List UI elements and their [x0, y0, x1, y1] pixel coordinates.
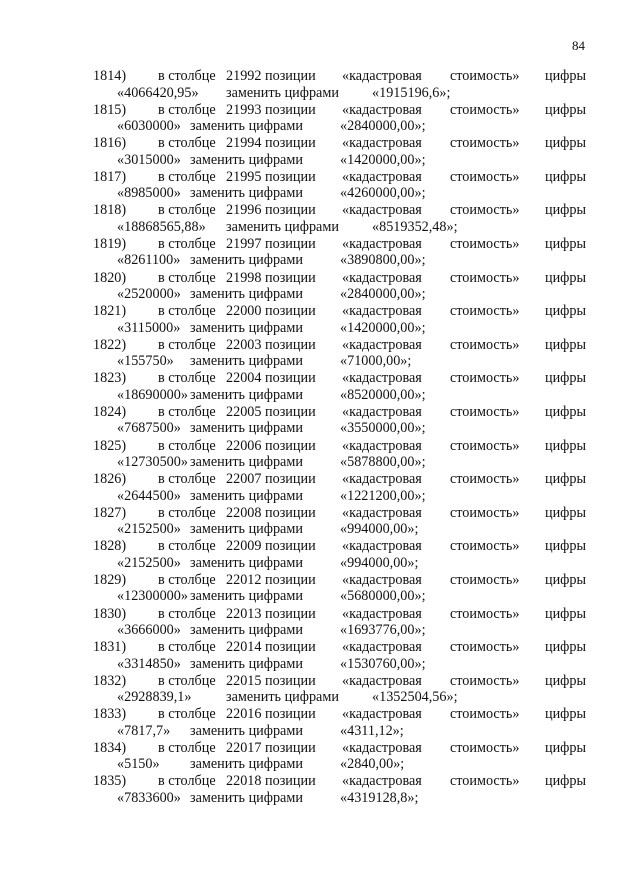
- replace-phrase: заменить цифрами: [190, 622, 303, 638]
- position-number: 22005 позиции: [226, 403, 316, 420]
- stoimost-word: стоимость»: [450, 101, 520, 118]
- stoimost-word: стоимость»: [450, 235, 520, 252]
- kadastr-word: «кадастровая: [342, 538, 422, 555]
- stoimost-word: стоимость»: [450, 68, 520, 84]
- amendment-entry: [0, 706, 640, 740]
- kadastr-word: «кадастровая: [342, 168, 422, 185]
- stoimost-word: стоимость»: [450, 303, 520, 320]
- old-value: «6030000»: [117, 118, 181, 135]
- position-number: 21992 позиции: [226, 68, 316, 84]
- old-value: «12300000»: [117, 588, 188, 605]
- stoimost-word: стоимость»: [450, 202, 520, 219]
- replace-phrase: заменить цифрами: [190, 588, 303, 605]
- column-phrase: в столбце: [158, 538, 216, 555]
- stoimost-word: стоимость»: [450, 639, 520, 656]
- position-number: 22009 позиции: [226, 538, 316, 555]
- stoimost-word: стоимость»: [450, 437, 520, 454]
- kadastr-word: «кадастровая: [342, 68, 422, 84]
- column-phrase: в столбце: [158, 235, 216, 252]
- new-value: «1915196,6»;: [372, 84, 451, 101]
- new-value: «1221200,00»;: [340, 487, 426, 504]
- new-value: «8520000,00»;: [340, 386, 426, 403]
- cifry-word: цифры: [545, 303, 587, 320]
- new-value: «1530760,00»;: [340, 655, 426, 672]
- position-number: 22015 позиции: [226, 672, 316, 689]
- replace-phrase: заменить цифрами: [190, 286, 303, 303]
- replace-phrase: заменить цифрами: [190, 521, 303, 538]
- column-phrase: в столбце: [158, 101, 216, 118]
- old-value: «7833600»: [117, 789, 181, 806]
- kadastr-word: «кадастровая: [342, 235, 422, 252]
- replace-phrase: заменить цифрами: [190, 118, 303, 135]
- kadastr-word: «кадастровая: [342, 135, 422, 152]
- old-value: «2644500»: [117, 487, 181, 504]
- entry-number: 1835): [93, 773, 127, 790]
- replace-phrase: заменить цифрами: [190, 420, 303, 437]
- new-value: «1420000,00»;: [340, 319, 426, 336]
- amendment-entry: [0, 68, 640, 102]
- amendment-entry: [0, 102, 640, 136]
- new-value: «5680000,00»;: [340, 588, 426, 605]
- kadastr-word: «кадастровая: [342, 336, 422, 353]
- old-value: «3666000»: [117, 622, 181, 638]
- cifry-word: цифры: [545, 135, 587, 152]
- stoimost-word: стоимость»: [450, 135, 520, 152]
- entry-number: 1823): [93, 370, 127, 387]
- replace-phrase: заменить цифрами: [190, 789, 303, 806]
- cifry-word: цифры: [545, 739, 587, 756]
- new-value: «8519352,48»;: [372, 218, 458, 235]
- position-number: 22006 позиции: [226, 437, 316, 454]
- amendment-entry: [0, 270, 640, 304]
- amendment-entry: [0, 370, 640, 404]
- stoimost-word: стоимость»: [450, 773, 520, 790]
- old-value: «2152500»: [117, 521, 181, 538]
- position-number: 22014 позиции: [226, 639, 316, 656]
- entry-number: 1819): [93, 235, 127, 252]
- amendment-entry: [0, 337, 640, 371]
- replace-phrase: заменить цифрами: [190, 185, 303, 202]
- amendment-entry: [0, 606, 640, 640]
- position-number: 22000 позиции: [226, 303, 316, 320]
- entry-number: 1826): [93, 471, 127, 488]
- kadastr-word: «кадастровая: [342, 504, 422, 521]
- new-value: «1693776,00»;: [340, 622, 426, 638]
- replace-phrase: заменить цифрами: [226, 689, 339, 706]
- entry-number: 1831): [93, 639, 127, 656]
- column-phrase: в столбце: [158, 269, 216, 286]
- column-phrase: в столбце: [158, 504, 216, 521]
- cifry-word: цифры: [545, 538, 587, 555]
- replace-phrase: заменить цифрами: [190, 756, 303, 773]
- column-phrase: в столбце: [158, 739, 216, 756]
- stoimost-word: стоимость»: [450, 269, 520, 286]
- old-value: «155750»: [117, 353, 174, 370]
- kadastr-word: «кадастровая: [342, 605, 422, 622]
- amendment-entry: [0, 135, 640, 169]
- new-value: «1420000,00»;: [340, 151, 426, 168]
- kadastr-word: «кадастровая: [342, 471, 422, 488]
- position-number: 22017 позиции: [226, 739, 316, 756]
- cifry-word: цифры: [545, 437, 587, 454]
- old-value: «18868565,88»: [117, 218, 206, 235]
- stoimost-word: стоимость»: [450, 706, 520, 723]
- cifry-word: цифры: [545, 403, 587, 420]
- column-phrase: в столбце: [158, 672, 216, 689]
- new-value: «71000,00»;: [340, 353, 412, 370]
- new-value: «3550000,00»;: [340, 420, 426, 437]
- entry-number: 1822): [93, 336, 127, 353]
- amendment-entry: [0, 773, 640, 807]
- old-value: «3115000»: [117, 319, 181, 336]
- old-value: «3015000»: [117, 151, 181, 168]
- position-number: 22012 позиции: [226, 571, 316, 588]
- entry-number: 1827): [93, 504, 127, 521]
- column-phrase: в столбце: [158, 437, 216, 454]
- position-number: 21993 позиции: [226, 101, 316, 118]
- kadastr-word: «кадастровая: [342, 639, 422, 656]
- kadastr-word: «кадастровая: [342, 739, 422, 756]
- position-number: 21998 позиции: [226, 269, 316, 286]
- replace-phrase: заменить цифрами: [190, 655, 303, 672]
- column-phrase: в столбце: [158, 303, 216, 320]
- new-value: «5878800,00»;: [340, 454, 426, 471]
- cifry-word: цифры: [545, 571, 587, 588]
- amendment-entry: [0, 673, 640, 707]
- column-phrase: в столбце: [158, 370, 216, 387]
- new-value: «4260000,00»;: [340, 185, 426, 202]
- replace-phrase: заменить цифрами: [226, 218, 339, 235]
- amendment-entry: [0, 202, 640, 236]
- old-value: «7687500»: [117, 420, 181, 437]
- amendment-entry: [0, 572, 640, 606]
- amendment-entry: [0, 538, 640, 572]
- position-number: 22008 позиции: [226, 504, 316, 521]
- entry-number: 1821): [93, 303, 127, 320]
- old-value: «7817,7»: [117, 722, 171, 739]
- old-value: «8985000»: [117, 185, 181, 202]
- entry-number: 1830): [93, 605, 127, 622]
- cifry-word: цифры: [545, 202, 587, 219]
- new-value: «1352504,56»;: [372, 689, 458, 706]
- cifry-word: цифры: [545, 672, 587, 689]
- column-phrase: в столбце: [158, 68, 216, 84]
- amendment-entry: [0, 438, 640, 472]
- old-value: «12730500»: [117, 454, 188, 471]
- replace-phrase: заменить цифрами: [190, 554, 303, 571]
- amendment-entry: [0, 404, 640, 438]
- stoimost-word: стоимость»: [450, 403, 520, 420]
- stoimost-word: стоимость»: [450, 336, 520, 353]
- amendment-entry: [0, 471, 640, 505]
- replace-phrase: заменить цифрами: [190, 319, 303, 336]
- position-number: 22004 позиции: [226, 370, 316, 387]
- kadastr-word: «кадастровая: [342, 403, 422, 420]
- stoimost-word: стоимость»: [450, 672, 520, 689]
- cifry-word: цифры: [545, 269, 587, 286]
- stoimost-word: стоимость»: [450, 605, 520, 622]
- replace-phrase: заменить цифрами: [190, 252, 303, 269]
- entry-number: 1828): [93, 538, 127, 555]
- column-phrase: в столбце: [158, 706, 216, 723]
- replace-phrase: заменить цифрами: [226, 84, 339, 101]
- kadastr-word: «кадастровая: [342, 437, 422, 454]
- amendment-entry: [0, 169, 640, 203]
- position-number: 22016 позиции: [226, 706, 316, 723]
- new-value: «3890800,00»;: [340, 252, 426, 269]
- entry-number: 1833): [93, 706, 127, 723]
- stoimost-word: стоимость»: [450, 471, 520, 488]
- replace-phrase: заменить цифрами: [190, 353, 303, 370]
- entry-number: 1829): [93, 571, 127, 588]
- entry-number: 1816): [93, 135, 127, 152]
- stoimost-word: стоимость»: [450, 168, 520, 185]
- cifry-word: цифры: [545, 336, 587, 353]
- column-phrase: в столбце: [158, 773, 216, 790]
- cifry-word: цифры: [545, 235, 587, 252]
- column-phrase: в столбце: [158, 336, 216, 353]
- old-value: «18690000»: [117, 386, 188, 403]
- cifry-word: цифры: [545, 504, 587, 521]
- replace-phrase: заменить цифрами: [190, 386, 303, 403]
- stoimost-word: стоимость»: [450, 739, 520, 756]
- amendment-entry: [0, 236, 640, 270]
- stoimost-word: стоимость»: [450, 571, 520, 588]
- cifry-word: цифры: [545, 605, 587, 622]
- position-number: 21995 позиции: [226, 168, 316, 185]
- old-value: «2520000»: [117, 286, 181, 303]
- kadastr-word: «кадастровая: [342, 571, 422, 588]
- kadastr-word: «кадастровая: [342, 773, 422, 790]
- kadastr-word: «кадастровая: [342, 202, 422, 219]
- entry-number: 1814): [93, 68, 127, 84]
- old-value: «4066420,95»: [117, 84, 199, 101]
- entry-number: 1818): [93, 202, 127, 219]
- kadastr-word: «кадастровая: [342, 370, 422, 387]
- old-value: «2928839,1»: [117, 689, 192, 706]
- new-value: «2840000,00»;: [340, 286, 426, 303]
- column-phrase: в столбце: [158, 471, 216, 488]
- new-value: «4319128,8»;: [340, 789, 419, 806]
- new-value: «2840000,00»;: [340, 118, 426, 135]
- new-value: «4311,12»;: [340, 722, 404, 739]
- old-value: «5150»: [117, 756, 160, 773]
- kadastr-word: «кадастровая: [342, 706, 422, 723]
- stoimost-word: стоимость»: [450, 504, 520, 521]
- new-value: «994000,00»;: [340, 521, 419, 538]
- replace-phrase: заменить цифрами: [190, 722, 303, 739]
- entry-number: 1825): [93, 437, 127, 454]
- kadastr-word: «кадастровая: [342, 101, 422, 118]
- column-phrase: в столбце: [158, 605, 216, 622]
- kadastr-word: «кадастровая: [342, 303, 422, 320]
- old-value: «8261100»: [117, 252, 181, 269]
- cifry-word: цифры: [545, 168, 587, 185]
- entry-number: 1832): [93, 672, 127, 689]
- position-number: 22007 позиции: [226, 471, 316, 488]
- column-phrase: в столбце: [158, 168, 216, 185]
- new-value: «994000,00»;: [340, 554, 419, 571]
- entry-number: 1817): [93, 168, 127, 185]
- cifry-word: цифры: [545, 773, 587, 790]
- replace-phrase: заменить цифрами: [190, 454, 303, 471]
- amendment-entry: [0, 740, 640, 774]
- position-number: 22018 позиции: [226, 773, 316, 790]
- position-number: 22013 позиции: [226, 605, 316, 622]
- amendment-list: [0, 68, 640, 807]
- old-value: «2152500»: [117, 554, 181, 571]
- amendment-entry: [0, 505, 640, 539]
- stoimost-word: стоимость»: [450, 538, 520, 555]
- position-number: 21996 позиции: [226, 202, 316, 219]
- position-number: 21997 позиции: [226, 235, 316, 252]
- cifry-word: цифры: [545, 370, 587, 387]
- entry-number: 1820): [93, 269, 127, 286]
- replace-phrase: заменить цифрами: [190, 487, 303, 504]
- stoimost-word: стоимость»: [450, 370, 520, 387]
- cifry-word: цифры: [545, 639, 587, 656]
- cifry-word: цифры: [545, 68, 587, 84]
- amendment-entry: [0, 639, 640, 673]
- column-phrase: в столбце: [158, 639, 216, 656]
- column-phrase: в столбце: [158, 135, 216, 152]
- position-number: 21994 позиции: [226, 135, 316, 152]
- cifry-word: цифры: [545, 471, 587, 488]
- kadastr-word: «кадастровая: [342, 672, 422, 689]
- column-phrase: в столбце: [158, 202, 216, 219]
- page-number: 84: [572, 38, 585, 53]
- kadastr-word: «кадастровая: [342, 269, 422, 286]
- column-phrase: в столбце: [158, 571, 216, 588]
- cifry-word: цифры: [545, 706, 587, 723]
- column-phrase: в столбце: [158, 403, 216, 420]
- entry-number: 1824): [93, 403, 127, 420]
- new-value: «2840,00»;: [340, 756, 405, 773]
- cifry-word: цифры: [545, 101, 587, 118]
- entry-number: 1834): [93, 739, 127, 756]
- position-number: 22003 позиции: [226, 336, 316, 353]
- entry-number: 1815): [93, 101, 127, 118]
- old-value: «3314850»: [117, 655, 181, 672]
- amendment-entry: [0, 303, 640, 337]
- replace-phrase: заменить цифрами: [190, 151, 303, 168]
